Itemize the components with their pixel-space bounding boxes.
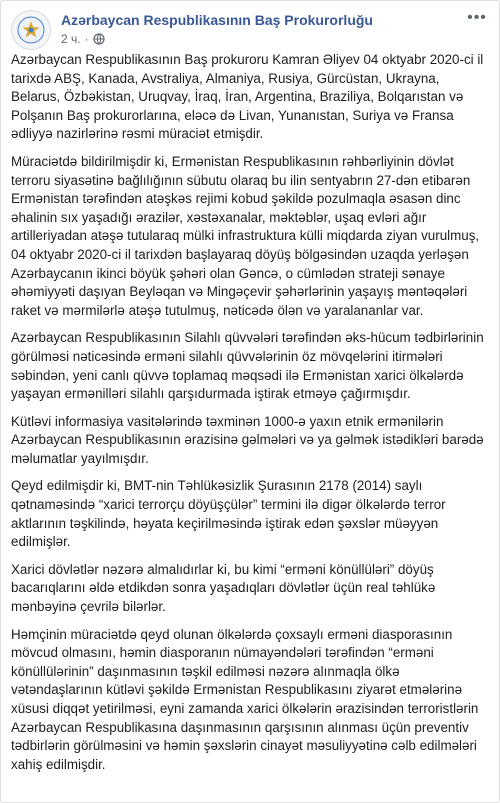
meta-separator: · [84, 32, 89, 46]
avatar[interactable] [11, 10, 51, 50]
post-header [1, 1, 499, 46]
post-paragraph: Azərbaycan Respublikasının Baş prokuroru Kamran Əliyev 04 oktyabr 2020-ci il tarixdə ABŞ, Kanada, Avstraliya, Almaniya, Rusiya, Gürcüstan, Ukrayna, Belarus, Özbəkistan, Uruqvay, İraq, İran, Argentina, Braziliya, Bolqarıstan və Polşanın Baş prokurorlarına, eləcə də Livan, Yunanıstan, Suriya və Fransa ədliyyə nazirlərinə rəsmi müraciət etmişdir. [11, 52, 484, 142]
post-paragraph: Azərbaycan Respublikasının Silahlı qüvvələri tərəfindən əks-hücum tədbirlərinin görülməsi nəticəsində erməni silahlı qüvvələrinin öz mövqelərini itirmələri səbindən, yeni canlı qüvvə toplamaq məqsədi ilə Ermənistan xarici ölkələrdə yaşayan ermənilləri silahlı qarşıdurmada iştirak etməyə çağırmışdır. [11, 330, 484, 402]
post-timestamp[interactable]: 2 ч. [61, 32, 81, 46]
post-paragraph: Kütləvi informasiya vasitələrində təxminən 1000-ə yaxın etnik ermənilərin Azərbaycan Respublikasının ərazisinə gəlmələri və ya gəlmək istədikləri barədə məlumatlar yayılmışdır. [11, 413, 484, 466]
post-paragraph: Xarici dövlətlər nəzərə almalıdırlar ki, bu kimi “erməni könüllüləri” döyüş bacarıqlarını əldə etdikdən sonra yaşadıqları dövlətlər üçün real təhlükə mənbəyinə çevrilə bilərlər. [11, 561, 436, 615]
emblem-icon [16, 15, 46, 45]
post-paragraph: Həmçinin müraciətdə qeyd olunan ölkələrdə çoxsaylı erməni diasporasının mövcud olmasını, həmin diasporanın nümayəndələri tərəfindən “erməni könüllülərinin” daşınmasının təşkil edilməsi nəzərə alınmaqla ölkə vətəndaşlarının kütləvi şəkildə Ermənistan Respublikasını ziyarət etmələrinə xüsusi diqqət yetirilməsi, eyni zamanda xarici ölkələrin ərazisindən terroristlərin Azərbaycan Respublikasına daşınmasının qarşısının alınması üçün preventiv tədbirlərin görülməsini və həmin şəxslərin cinayət məsuliyyətinə cəlb edilmələri xahiş edilmişdir. [11, 626, 479, 772]
post-paragraph: Qeyd edilmişdir ki, BMT-nin Təhlükəsizlik Şurasının 2178 (2014) saylı qətnaməsində “xarici terrorçu döyüşçülər” termini ilə digər ölkələrdə terror aktlarının təşkilində, həyata keçirilməsində iştirak edən şəxslər müəyyən edilmişlər. [11, 478, 446, 550]
post-meta [61, 10, 465, 47]
post-body [1, 46, 499, 774]
post-paragraph: Müraciətdə bildirilmişdir ki, Ermənistan Respublikasının rəhbərliyinin dövlət terroru siyasətinə bağlılığının sübutu olaraq bu ilin sentyabrın 27-dən etibarən Ermənistan tərəfindən atəşkəs rejimi kobud şəkildə pozulmaqla əsasən dinc əhalinin sıx yaşadığı ərazilər, xəstəxanalar, məktəblər, uşaq evləri ağır artilleriyadan atəşə tutularaq mülki infrastruktura külli miqdarda ziyan vurulmuş, 04 oktyabr 2020-ci il tarixdən başlayaraq döyüş bölgəsindən uzaqda yerləşən Azərbaycanın ikinci böyük şəhəri olan Gəncə, o cümlədən strateji sənaye əhəmiyyəti daşıyan Beyləqan və Mingəçevir şəhərlərinin yaşayış məntəqələri raket və mərmilərlə atəşə tutulmuş, nəticədə ölən və yaralananlar var. [11, 153, 480, 318]
post-subline [61, 31, 465, 47]
globe-icon[interactable] [93, 33, 105, 45]
more-options-icon[interactable]: ••• [467, 9, 487, 26]
page-name-link[interactable]: Azərbaycan Respublikasının Baş Prokurorluğu [61, 12, 373, 28]
